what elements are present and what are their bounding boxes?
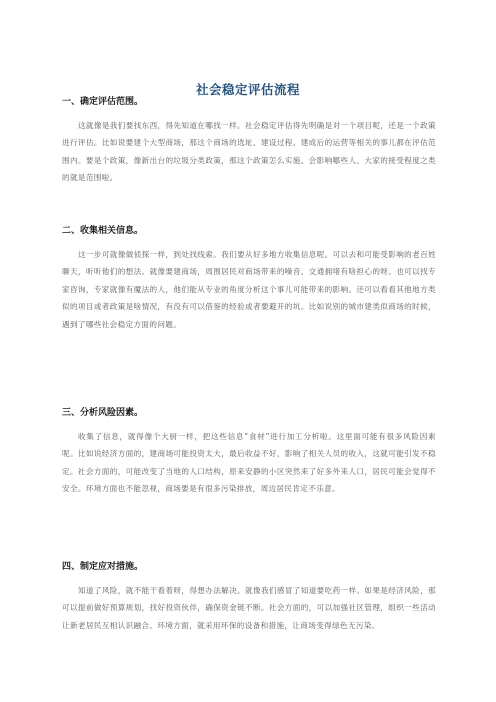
page-title: 社会稳定评估流程 — [195, 82, 300, 97]
section-countermeasures — [62, 560, 436, 634]
section-risk-analysis — [62, 406, 436, 498]
section-collect-info — [62, 224, 436, 333]
section-paragraph: 这就像是我们要找东西，得先知道在哪找一样。社会稳定评估得先明确是对一个项目呢，还是一个政策进行评估。比如说要建个大型商场，那这个商场的选址、建设过程、建成后的运营等相关的事儿都在评估范围内。要是个政策，像新出台的垃圾分类政策，那这个政策怎么实施、会影响哪些人、大家的接受程度之类的就是范围啦。 — [62, 121, 436, 183]
section-paragraph: 收集了信息，就得像个大厨一样，把这些信息“食材”进行加工分析啦。这里面可能有很多风险因素呢。比如说经济方面的，建商场可能投资太大，最后收益不好，影响了相关人员的收入，这就可能引发不稳定。社会方面的，可能改变了当地的人口结构，原来安静的小区突然来了好多外来人口，居民可能会觉得不安全。环境方面也不能忽视，商场要是有很多污染排放，周边居民肯定不乐意。 — [62, 432, 436, 494]
section-heading: 四、制定应对措施。 — [62, 562, 144, 572]
section-paragraph: 这一步可就像做侦探一样，到处找线索。我们要从好多地方收集信息呢。可以去和可能受影响的老百姓聊天，听听他们的想法。就像要建商场，周围居民对商场带来的噪音、交通拥堵有啥担心的呀。也可以找专家咨询，专家就像有魔法的人，他们能从专业的角度分析这个事儿可能带来的影响。还可以看看其他地方类似的项目或者政策是啥情况，有没有可以借鉴的经验或者要避开的坑。比如说别的城市建类似商场的时候，遇到了哪些社会稳定方面的问题。 — [62, 250, 436, 329]
section-heading: 二、收集相关信息。 — [62, 226, 144, 236]
section-heading: 一、确定评估范围。 — [62, 97, 144, 107]
section-paragraph: 知道了风险，就不能干看着呀，得想办法解决。就像我们感冒了知道要吃药一样。如果是经济风险，那可以提前做好预算规划，找好投资伙伴，确保资金链不断。社会方面的，可以加强社区管理，组织一些活动让新老居民互相认识融合。环境方面，就采用环保的设备和措施，让商场变得绿色无污染。 — [62, 586, 436, 630]
section-heading: 三、分析风险因素。 — [62, 408, 144, 418]
section-scope — [62, 95, 436, 187]
